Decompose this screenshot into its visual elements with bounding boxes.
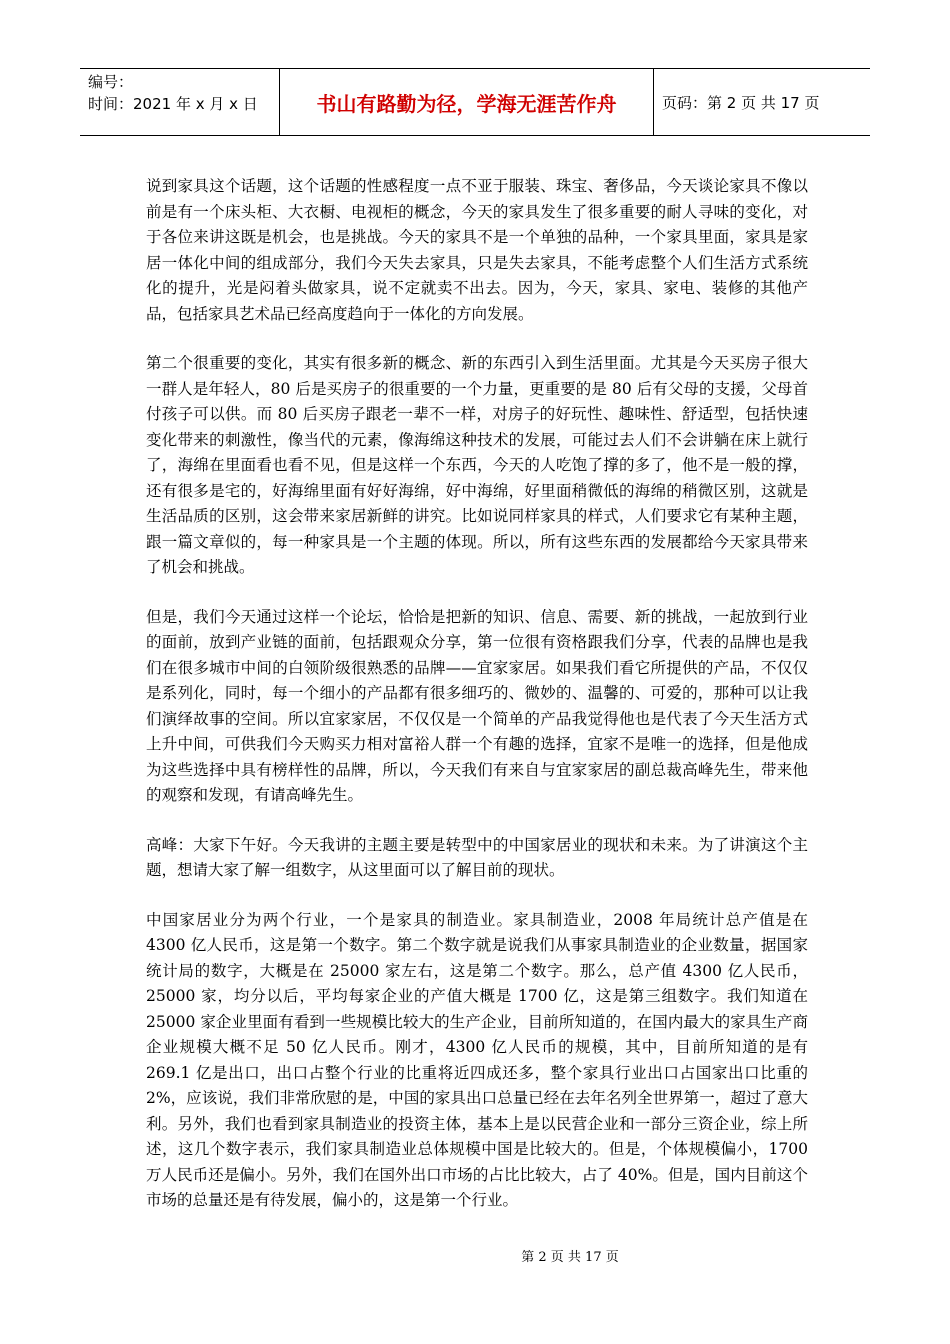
header-date: 时间：2021 年 x 月 x 日: [88, 95, 258, 113]
serial-number: 编号：: [88, 73, 134, 91]
header-motto: 书山有路勤为径，学海无涯苦作舟: [280, 69, 654, 135]
paragraph: 高峰：大家下午好。今天我讲的主题主要是转型中的中国家居业的现状和未来。为了讲演这个主题，想请大家了解一组数字，从这里面可以了解目前的现状。: [146, 835, 808, 879]
document-body: [146, 174, 808, 1238]
header-page-info: 页码：第 2 页 共 17 页: [662, 93, 820, 112]
header-meta: [80, 69, 280, 135]
paragraph: 第二个很重要的变化，其实有很多新的概念、新的东西引入到生活里面。尤其是今天买房子很大一群人是年轻人，80 后是买房子的很重要的一个力量，更重要的是 80 后有父母的支援，父母首付孩子可以供。而 80 后买房子跟老一辈不一样，对房子的好玩性、趣味性、舒适型，包括快速变化带来的刺激性，像当代的元素，像海绵这种技术的发展，可能过去人们不会讲躺在床上就行了，海绵在里面看也看不见，但是这样一个东西，今天的人吃饱了撑的多了，他不是一般的撑，还有很多是宅的，好海绵里面有好好海绵，好中海绵，好里面稍微低的海绵的稍微区别，这就是生活品质的区别，这会带来家居新鲜的讲究。比如说同样家具的样式，人们要求它有某种主题，跟一篇文章似的，每一种家具是一个主题的体现。所以，所有这些东西的发展都给今天家具带来了机会和挑战。: [146, 354, 808, 576]
page-header: [80, 68, 870, 136]
paragraph: 但是，我们今天通过这样一个论坛，恰恰是把新的知识、信息、需要、新的挑战，一起放到行业的面前，放到产业链的面前，包括跟观众分享，第一位很有资格跟我们分享，代表的品牌也是我们在很多城市中间的白领阶级很熟悉的品牌——宜家家居。如果我们看它所提供的产品，不仅仅是系列化，同时，每一个细小的产品都有很多细巧的、微妙的、温馨的、可爱的，那种可以让我们演绎故事的空间。所以宜家家居，不仅仅是一个简单的产品我觉得他也是代表了今天生活方式上升中间，可供我们今天购买力相对富裕人群一个有趣的选择，宜家不是唯一的选择，但是他成为这些选择中具有榜样性的品牌，所以，今天我们有来自与宜家家居的副总裁高峰先生，带来他的观察和发现，有请高峰先生。: [146, 607, 808, 804]
paragraph: 中国家居业分为两个行业，一个是家具的制造业。家具制造业，2008 年局统计总产值是在 4300 亿人民币，这是第一个数字。第二个数字就是说我们从事家具制造业的企业数量，据国家统计局的数字，大概是在 25000 家左右，这是第二个数字。那么，总产值 4300 亿人民币，25000 家，均分以后，平均每家企业的产值大概是 1700 亿，这是第三组数字。我们知道在 25000 家企业里面有看到一些规模比较大的生产企业，目前所知道的，在国内最大的家具生产商企业规模大概不足 50 亿人民币。刚才，4300 亿人民币的规模，其中，目前所知道的是有 269.1 亿是出口，出口占整个行业的比重将近四成还多，整个家具行业出口占国家出口比重的 2%，应该说，我们非常欣慰的是，中国的家具出口总量已经在去年名列全世界第一，超过了意大利。另外，我们也看到家具制造业的投资主体，基本上是以民营企业和一部分三资企业，综上所述，这几个数字表示，我们家具制造业总体规模中国是比较大的。但是，个体规模偏小，1700 万人民币还是偏小。另外，我们在国外出口市场的占比比较大，占了 40%。但是，国内目前这个市场的总量还是有待发展，偏小的，这是第一个行业。: [146, 910, 808, 1209]
page-footer: 第 2 页 共 17 页: [521, 1250, 619, 1265]
paragraph: 说到家具这个话题，这个话题的性感程度一点不亚于服装、珠宝、奢侈品，今天谈论家具不像以前是有一个床头柜、大衣橱、电视柜的概念，今天的家具发生了很多重要的耐人寻味的变化，对于各位来讲这既是机会，也是挑战。今天的家具不是一个单独的品种，一个家具里面，家具是家居一体化中间的组成部分，我们今天失去家具，只是失去家具，不能考虑整个人们生活方式系统化的提升，光是闷着头做家具，说不定就卖不出去。因为，今天，家具、家电、装修的其他产品，包括家具艺术品已经高度趋向于一体化的方向发展。: [146, 177, 808, 323]
